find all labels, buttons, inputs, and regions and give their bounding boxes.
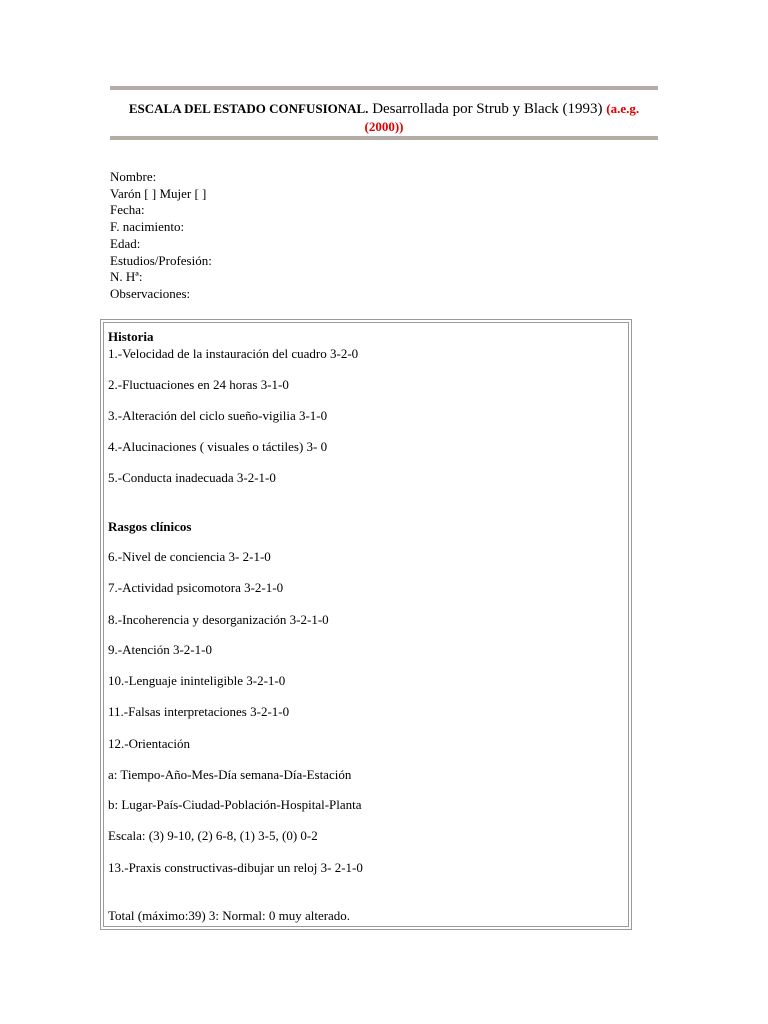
header-bottom-rule	[110, 136, 658, 140]
patient-field-fecha: Fecha:	[110, 202, 145, 218]
title-normal-text: Desarrollada por Strub y Black (1993)	[368, 101, 607, 117]
historia-item-3: 3.-Alteración del ciclo sueño-vigilia 3-1-0	[108, 408, 328, 423]
orientacion-escala: Escala: (3) 9-10, (2) 6-8, (1) 3-5, (0) 0-2	[108, 828, 318, 843]
title-red-text-2: (2000))	[364, 119, 404, 134]
patient-info-block	[110, 169, 212, 303]
orientacion-tiempo: a: Tiempo-Año-Mes-Día semana-Día-Estación	[108, 767, 352, 782]
rasgos-heading: Rasgos clínicos	[108, 519, 192, 534]
patient-field-nacimiento: F. nacimiento:	[110, 219, 185, 235]
historia-item-4: 4.-Alucinaciones ( visuales o táctiles) 3- 0	[108, 439, 328, 454]
historia-item-1: 1.-Velocidad de la instauración del cuadro 3-2-0	[108, 346, 359, 361]
scale-table	[100, 319, 632, 930]
title-red-text-1: (a.e.g.	[606, 101, 640, 116]
rasgos-item-12: 12.-Orientación	[108, 736, 190, 751]
rasgos-item-10: 10.-Lenguaje ininteligible 3-2-1-0	[108, 673, 286, 688]
patient-field-historia: N. Hª:	[110, 269, 143, 285]
patient-field-estudios: Estudios/Profesión:	[110, 252, 212, 268]
patient-field-sexo: Varón [ ] Mujer [ ]	[110, 185, 207, 201]
rasgos-item-8: 8.-Incoherencia y desorganización 3-2-1-0	[108, 612, 329, 627]
historia-item-2: 2.-Fluctuaciones en 24 horas 3-1-0	[108, 377, 289, 392]
rasgos-item-9: 9.-Atención 3-2-1-0	[108, 642, 212, 657]
header-top-rule	[110, 86, 658, 90]
patient-field-nombre: Nombre:	[110, 169, 157, 184]
patient-field-edad: Edad:	[110, 235, 141, 251]
orientacion-lugar: b: Lugar-País-Ciudad-Población-Hospital-Planta	[108, 797, 362, 812]
document-title	[110, 100, 658, 135]
scale-table-cell	[103, 322, 629, 927]
historia-heading: Historia	[108, 329, 154, 344]
patient-field-observaciones: Observaciones:	[110, 285, 191, 301]
title-bold-text: ESCALA DEL ESTADO CONFUSIONAL.	[128, 101, 369, 116]
rasgos-item-7: 7.-Actividad psicomotora 3-2-1-0	[108, 580, 284, 595]
rasgos-item-6: 6.-Nivel de conciencia 3- 2-1-0	[108, 549, 271, 564]
rasgos-item-11: 11.-Falsas interpretaciones 3-2-1-0	[108, 704, 290, 719]
rasgos-item-13: 13.-Praxis constructivas-dibujar un reloj 3- 2-1-0	[108, 860, 363, 875]
historia-item-5: 5.-Conducta inadecuada 3-2-1-0	[108, 470, 276, 485]
scale-total: Total (máximo:39) 3: Normal: 0 muy alterado.	[108, 908, 351, 923]
